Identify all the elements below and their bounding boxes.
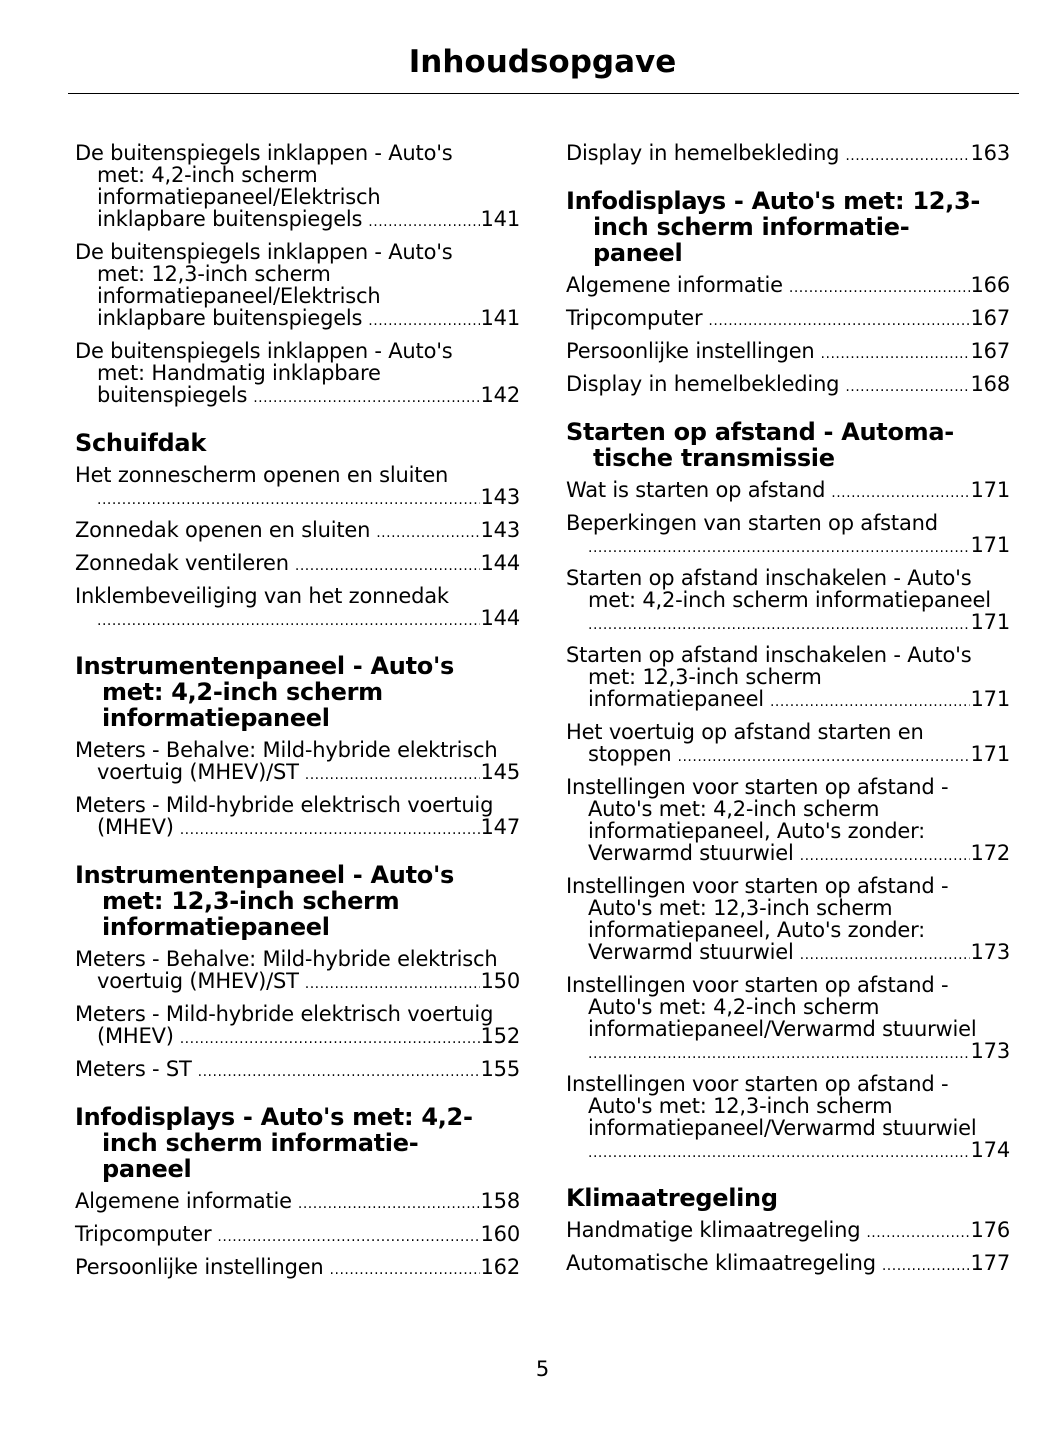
page-ref: 141 [480, 207, 520, 231]
toc-entry[interactable]: Starten op afstand inschakelen - Auto's met: 12,3-inch scherm informatiepaneel ..... 171 [566, 644, 1010, 713]
section-heading: Schuifdak [75, 429, 206, 457]
page-ref: 171 [970, 687, 1010, 711]
page-ref: 143 [480, 485, 520, 509]
page-ref: 166 [970, 273, 1010, 297]
toc-entry[interactable]: Het voertuig op afstand starten en stoppen ..... 171 [566, 721, 1010, 768]
leader-dots [588, 1142, 970, 1164]
toc-entry[interactable]: Persoonlijke instellingen ..... 162 [75, 1256, 520, 1281]
toc-entry[interactable]: Instellingen voor starten op afstand - Auto's met: 12,3-inch scherm informatiepaneel, Auto's zonder: Verwarmd stuurwiel ..... 173 [566, 875, 1010, 966]
toc-entry[interactable]: De buitenspiegels inklappen - Auto's met: 4,2-inch scherm informatiepaneel/Elektrisch inklapbare buitenspiegels ..... 141 [75, 142, 520, 233]
page-ref: 173 [970, 940, 1010, 964]
toc-entry[interactable]: Zonnedak ventileren ..... 144 [75, 552, 520, 577]
section-heading: Instrumentenpaneel - Auto's met: 12,3-inch scherm informatiepaneel [75, 861, 454, 941]
page-ref: 171 [970, 533, 1010, 557]
page-ref: 168 [970, 372, 1010, 396]
toc-entry[interactable]: Display in hemelbekleding ..... 163 [566, 142, 1010, 167]
leader-dots [845, 376, 969, 398]
leader-dots [330, 1259, 480, 1281]
leader-dots [376, 522, 479, 544]
header-rule [68, 93, 1019, 94]
leader-dots [198, 1061, 480, 1083]
leader-dots [180, 1028, 480, 1050]
leader-dots [789, 277, 970, 299]
toc-entry[interactable]: Handmatige klimaatregeling ..... 176 [566, 1219, 1010, 1244]
toc-entry[interactable]: Het zonnescherm openen en sluiten ..... 143 [75, 464, 520, 511]
leader-dots [305, 764, 480, 786]
leader-dots [882, 1255, 970, 1277]
leader-dots [678, 746, 970, 768]
leader-dots [368, 310, 479, 332]
leader-dots [588, 1043, 970, 1065]
section-heading: Klimaatregeling [566, 1184, 778, 1212]
toc-entry[interactable]: Algemene informatie ..... 158 [75, 1190, 520, 1215]
leader-dots [588, 537, 970, 559]
leader-dots [708, 310, 969, 332]
page-ref: 158 [480, 1189, 520, 1213]
toc-entry[interactable]: Automatische klimaatregeling ..... 177 [566, 1252, 1010, 1277]
toc-entry[interactable]: Instellingen voor starten op afstand - Auto's met: 4,2-inch scherm informatiepaneel, Auto's zonder: Verwarmd stuurwiel ..... 172 [566, 776, 1010, 867]
page-ref: 171 [970, 478, 1010, 502]
section-heading: Infodisplays - Auto's met: 4,2- inch scherm informatie- paneel [75, 1103, 473, 1183]
leader-dots [253, 387, 479, 409]
toc-entry[interactable]: De buitenspiegels inklappen - Auto's met: 12,3-inch scherm informatiepaneel/Elektrisch inklapbare buitenspiegels ..... 141 [75, 241, 520, 332]
leader-dots [800, 944, 970, 966]
toc-entry[interactable]: Persoonlijke instellingen ..... 167 [566, 340, 1010, 365]
page-ref: 143 [480, 518, 520, 542]
toc-entry[interactable]: De buitenspiegels inklappen - Auto's met: Handmatig inklapbare buitenspiegels ..... 142 [75, 340, 520, 409]
page-ref: 174 [970, 1138, 1010, 1162]
page-ref: 176 [970, 1218, 1010, 1242]
leader-dots [866, 1222, 969, 1244]
section-heading: Infodisplays - Auto's met: 12,3- inch scherm informatie- paneel [566, 187, 980, 267]
leader-dots [305, 973, 480, 995]
toc-entry[interactable]: Algemene informatie ..... 166 [566, 274, 1010, 299]
toc-left-column [75, 142, 520, 1289]
page-ref: 162 [480, 1255, 520, 1279]
toc-entry[interactable]: Inklembeveiliging van het zonnedak ..... 144 [75, 585, 520, 632]
toc-entry[interactable]: Wat is starten op afstand ..... 171 [566, 479, 1010, 504]
toc-entry[interactable]: Meters - Mild-hybride elektrisch voertuig (MHEV) ..... 147 [75, 794, 520, 841]
page-ref: 163 [970, 141, 1010, 165]
page-ref: 177 [970, 1251, 1010, 1275]
toc-entry[interactable]: Meters - ST ..... 155 [75, 1058, 520, 1083]
page-ref: 144 [480, 551, 520, 575]
leader-dots [97, 489, 480, 511]
leader-dots [821, 343, 970, 365]
page-ref: 155 [480, 1057, 520, 1081]
page-ref: 167 [970, 306, 1010, 330]
page-ref: 171 [970, 742, 1010, 766]
leader-dots [217, 1226, 479, 1248]
toc-right-column [566, 142, 1010, 1285]
page-ref: 171 [970, 610, 1010, 634]
toc-entry[interactable]: Instellingen voor starten op afstand - Auto's met: 12,3-inch scherm informatiepaneel/Verwarmd stuurwiel ..... 174 [566, 1073, 1010, 1164]
page-ref: 172 [970, 841, 1010, 865]
page-ref: 147 [480, 815, 520, 839]
toc-entry[interactable]: Tripcomputer ..... 167 [566, 307, 1010, 332]
leader-dots [770, 691, 970, 713]
toc-entry[interactable]: Meters - Behalve: Mild-hybride elektrisch voertuig (MHEV)/ST ..... 145 [75, 739, 520, 786]
page-ref: 160 [480, 1222, 520, 1246]
page-ref: 167 [970, 339, 1010, 363]
page-ref: 173 [970, 1039, 1010, 1063]
toc-entry[interactable]: Meters - Mild-hybride elektrisch voertuig (MHEV) ..... 152 [75, 1003, 520, 1050]
page-number: 5 [535, 1357, 550, 1381]
page-ref: 142 [480, 383, 520, 407]
toc-entry[interactable]: Starten op afstand inschakelen - Auto's met: 4,2-inch scherm informatiepaneel ..... 171 [566, 567, 1010, 636]
toc-entry[interactable]: Zonnedak openen en sluiten ..... 143 [75, 519, 520, 544]
leader-dots [800, 845, 970, 867]
leader-dots [368, 211, 479, 233]
page-ref: 144 [480, 606, 520, 630]
leader-dots [845, 145, 969, 167]
toc-entry[interactable]: Instellingen voor starten op afstand - Auto's met: 4,2-inch scherm informatiepaneel/Verwarmd stuurwiel ..... 173 [566, 974, 1010, 1065]
section-heading: Starten op afstand - Automa- tische transmissie [566, 418, 954, 472]
leader-dots [588, 614, 970, 636]
toc-entry[interactable]: Display in hemelbekleding ..... 168 [566, 373, 1010, 398]
leader-dots [295, 555, 480, 577]
section-heading: Instrumentenpaneel - Auto's met: 4,2-inch scherm informatiepaneel [75, 652, 454, 732]
leader-dots [298, 1193, 480, 1215]
page-ref: 145 [480, 760, 520, 784]
page-title: Inhoudsopgave [408, 44, 677, 80]
toc-entry[interactable]: Beperkingen van starten op afstand ..... 171 [566, 512, 1010, 559]
page-ref: 152 [480, 1024, 520, 1048]
toc-entry[interactable]: Meters - Behalve: Mild-hybride elektrisch voertuig (MHEV)/ST ..... 150 [75, 948, 520, 995]
toc-entry[interactable]: Tripcomputer ..... 160 [75, 1223, 520, 1248]
leader-dots [97, 610, 480, 632]
leader-dots [180, 819, 480, 841]
page-ref: 150 [480, 969, 520, 993]
page-ref: 141 [480, 306, 520, 330]
leader-dots [831, 482, 969, 504]
